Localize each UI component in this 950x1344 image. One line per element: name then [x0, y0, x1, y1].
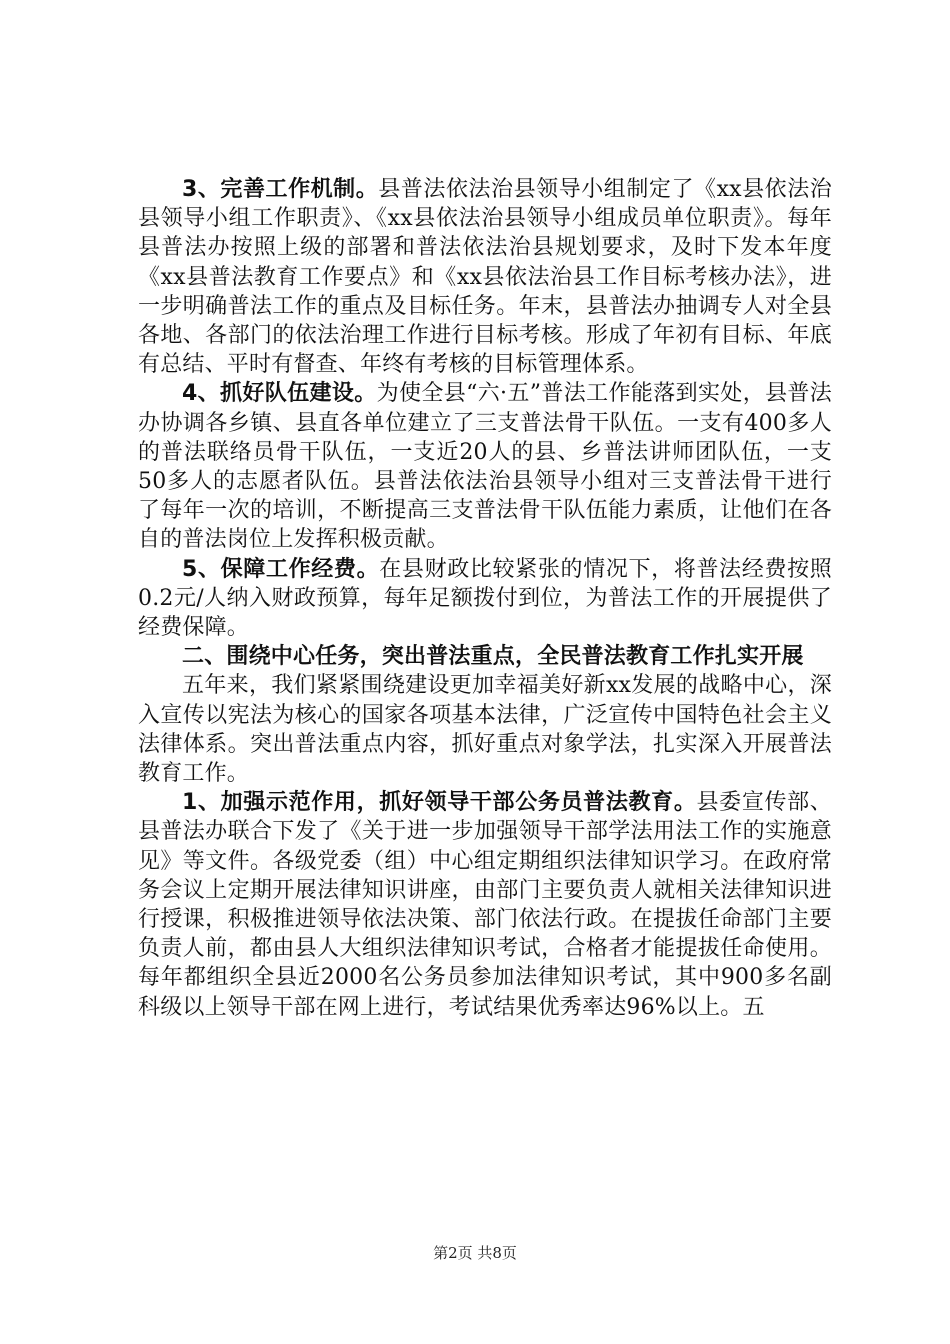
paragraph-work-mechanism	[138, 175, 832, 379]
paragraph-text: 为使全县“六·五”普法工作能落到实处，县普法办协调各乡镇、县直各单位建立了三支普法骨干队伍。一支有400多人的普法联络员骨干队伍，一支近20人的县、乡普法讲师团队伍，一支50多人的志愿者队伍。县普法依法治县领导小组对三支普法骨干进行了每年一次的培训，不断提高三支普法骨干队伍能力素质，让他们在各自的普法岗位上发挥积极贡献。	[138, 381, 832, 553]
paragraph-text: 县普法依法治县领导小组制定了《xx县依法治县领导小组工作职责》、《xx县依法治县领导小组成员单位职责》。每年县普法办按照上级的部署和普法依法治县规划要求，及时下发本年度《xx县普法教育工作要点》和《xx县依法治县工作目标考核办法》，进一步明确普法工作的重点及目标任务。年末，县普法办抽调专人对全县各地、各部门的依法治理工作进行目标考核。形成了年初有目标、年底有总结、平时有督查、年终有考核的目标管理体系。	[138, 177, 832, 378]
paragraph-lead: 4、抓好队伍建设。	[182, 381, 377, 407]
section-heading: 二、围绕中心任务，突出普法重点，全民普法教育工作扎实开展	[182, 644, 804, 670]
paragraph-team-building	[138, 379, 832, 554]
paragraph-text: 县委宣传部、县普法办联合下发了《关于进一步加强领导干部学法用法工作的实施意见》等文件。各级党委（组）中心组定期组织法律知识学习。在政府常务会议上定期开展法律知识讲座，由部门主要负责人就相关法律知识进行授课，积极推进领导依法决策、部门依法行政。在提拔任命部门主要负责人前，都由县人大组织法律知识考试，合格者才能提拔任命使用。每年都组织全县近2000名公务员参加法律知识考试，其中900多名副科级以上领导干部在网上进行，考试结果优秀率达96%以上。五	[138, 790, 832, 1020]
paragraph-funding	[138, 555, 832, 643]
paragraph-leader-education	[138, 788, 832, 1022]
paragraph-lead: 5、保障工作经费。	[182, 556, 380, 582]
paragraph-lead: 1、加强示范作用，抓好领导干部公务员普法教育。	[182, 790, 697, 816]
section-intro: 五年来，我们紧紧围绕建设更加幸福美好新xx发展的战略中心，深入宣传以宪法为核心的国家各项基本法律，广泛宣传中国特色社会主义法律体系。突出普法重点内容，抓好重点对象学法，扎实深入开展普法教育工作。	[138, 673, 832, 787]
page-number-footer: 第2页 共8页	[433, 1244, 517, 1262]
paragraph-lead: 3、完善工作机制。	[182, 177, 379, 202]
paragraph-text: 在县财政比较紧张的情况下，将普法经费按照0.2元/人纳入财政预算，每年足额拨付到位，为普法工作的开展提供了经费保障。	[138, 556, 832, 641]
document-body	[138, 175, 832, 1022]
